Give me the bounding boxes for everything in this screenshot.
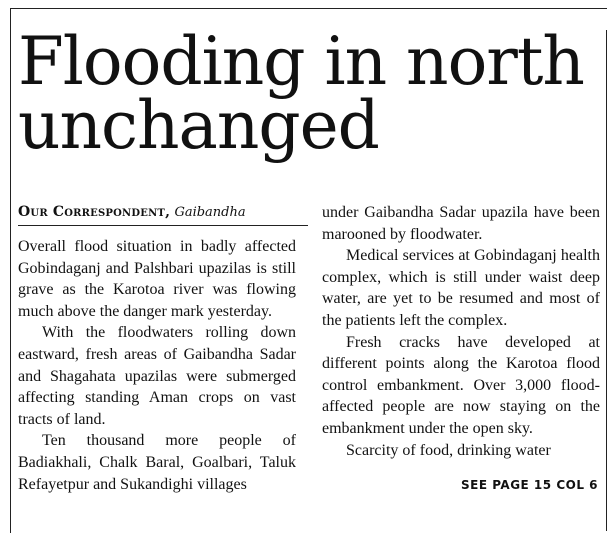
article-paragraph: Scarcity of food, drinking water [346,441,551,459]
byline-rule [18,225,308,226]
article-paragraph: Medical services at Gobindaganj health complex, which is still under waist deep water, are yet to be resumed and most of the patients left the complex. [322,247,600,329]
byline-author: Our Correspondent, [18,204,171,220]
left-border-rule [10,8,11,533]
top-border-rule [10,8,607,9]
headline-line-1: Flooding in north [18,23,584,100]
continuation-note: SEE PAGE 15 COL 6 [461,478,598,492]
article-paragraph: With the floodwaters rolling down eastward, fresh areas of Gaibandha Sadar and Shagahata upazilas were submerged affecting standing Aman crops on vast tracts of land. [18,324,296,428]
article-column-right [322,202,600,461]
article-paragraph: Overall flood situation in badly affected Gobindaganj and Palshbari upazilas is still grave as the Karotoa river was flowing much above the danger mark yesterday. [18,238,296,320]
headline-line-2: unchanged [18,87,379,164]
article-paragraph: Ten thousand more people of Badiakhali, Chalk Baral, Goalbari, Taluk Refayetpur and Sukandighi villages [18,432,296,493]
article-paragraph: Fresh cracks have developed at different points along the Karotoa flood control embankment. Over 3,000 flood-affected people are now staying on the embankment under the open sky. [322,333,600,437]
byline [18,203,246,222]
byline-place: Gaibandha [174,205,246,220]
article-paragraph: under Gaibandha Sadar upazila have been marooned by floodwater. [322,204,600,243]
headline [18,23,608,164]
article-column-left [18,236,296,495]
